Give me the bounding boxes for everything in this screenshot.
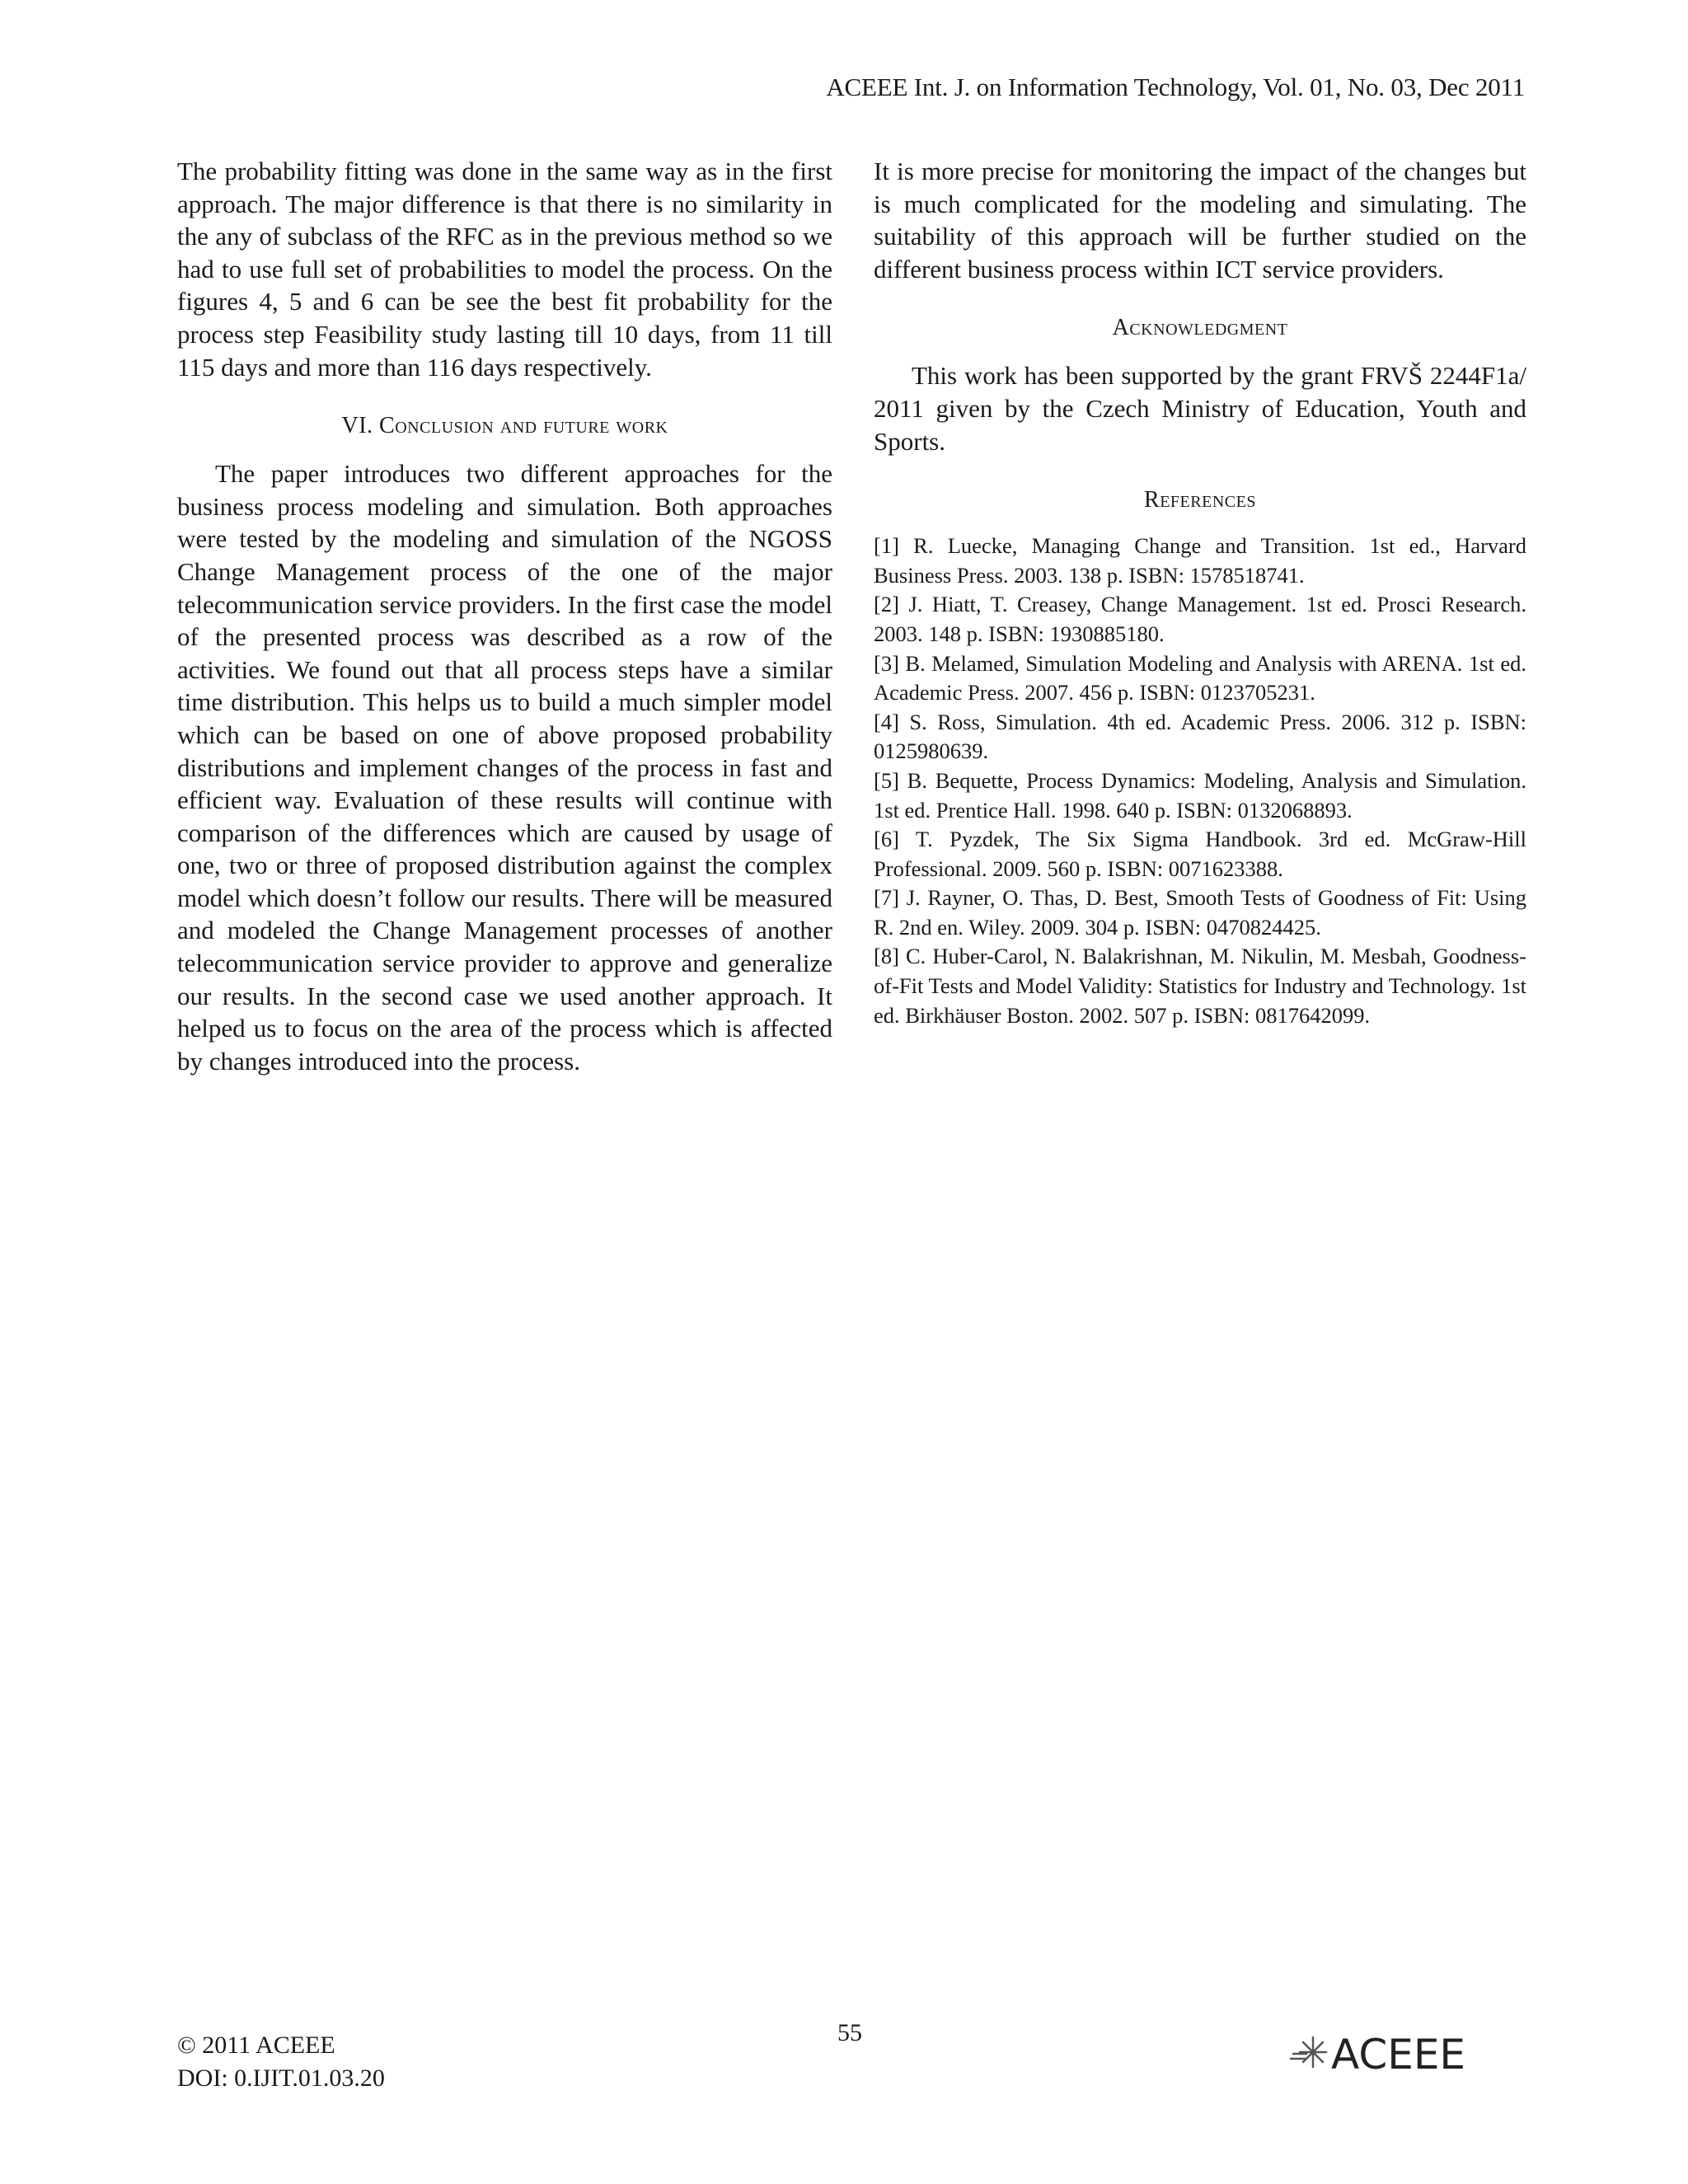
right-column xyxy=(874,155,1526,1030)
reference-item: [5] B. Bequette, Process Dynamics: Modeling, Analysis and Simulation. 1st ed. Prentice Hall. 1998. 640 p. ISBN: 0132068893. xyxy=(874,767,1526,823)
reference-item: [6] T. Pyzdek, The Six Sigma Handbook. 3rd ed. McGraw-Hill Professional. 2009. 560 p. ISBN: 0071623388. xyxy=(874,827,1526,881)
running-header: ACEEE Int. J. on Information Technology, Vol. 01, No. 03, Dec 2011 xyxy=(826,73,1525,101)
references-heading: References xyxy=(1144,487,1256,513)
conclusion-paragraph: The paper introduces two different approaches for the business process modeling and simulation. Both approaches were tested by the modeling and simulation of the NGOSS Change Management process of the one of the major telecommunication service providers. In the first case the model of the presented process was described as a row of the activities. We found out that all process steps have a similar time distribution. This helps us to build a much simpler model which can be based on one of above proposed probability distributions and implement changes of the process in fast and efficient way. Evaluation of these results will continue with comparison of the differences which are caused by usage of one, two or three of proposed distribution against the complex model which doesn’t follow our results. There will be measured and modeled the Change Management processes of another telecommunication service provider to approve and generalize our results. In the second case we used another approach. It helped us to focus on the area of the process which is affected by changes introduced into the process. xyxy=(177,459,832,1076)
doi-label: DOI: 0.IJIT.01.03.20 xyxy=(177,2064,385,2092)
page-number: 55 xyxy=(837,2019,862,2046)
logo-wordmark: ACEEE xyxy=(1331,2031,1466,2075)
acknowledgment-paragraph: This work has been supported by the grant FRVŠ 2244F1a/ 2011 given by the Czech Ministry of Education, Youth and Sports. xyxy=(874,361,1526,456)
acknowledgment-heading: Acknowledgment xyxy=(1112,315,1288,341)
reference-item: [2] J. Hiatt, T. Creasey, Change Management. 1st ed. Prosci Research. 2003. 148 p. ISBN: 1930885180. xyxy=(874,592,1526,646)
reference-item: [3] B. Melamed, Simulation Modeling and Analysis with ARENA. 1st ed. Academic Press. 2007. 456 p. ISBN: 0123705231. xyxy=(874,650,1526,705)
section-heading-conclusion: VI. Conclusion and future work xyxy=(341,413,668,439)
aceee-logo xyxy=(1290,2029,1529,2075)
footer-info xyxy=(177,2029,385,2095)
reference-item: [4] S. Ross, Simulation. 4th ed. Academic Press. 2006. 312 p. ISBN: 0125980639. xyxy=(874,709,1526,764)
references-list xyxy=(874,532,1526,1030)
reference-item: [7] J. Rayner, O. Thas, D. Best, Smooth Tests of Goodness of Fit: Using R. 2nd en. Wiley. 2009. 304 p. ISBN: 0470824425. xyxy=(874,885,1526,940)
continuation-paragraph: It is more precise for monitoring the impact of the changes but is much complicated for the modeling and simulating. The suitability of this approach will be further studied on the different business process within ICT service providers. xyxy=(874,157,1526,284)
intro-paragraph: The probability fitting was done in the same way as in the first approach. The major difference is that there is no similarity in the any of subclass of the RFC as in the previous method so we had to use full set of probabilities to model the process. On the figures 4, 5 and 6 can be see the best fit probability for the process step Feasibility study lasting till 10 days, from 11 till 115 days and more than 116 days respectively. xyxy=(177,157,832,382)
star-icon xyxy=(1290,2037,1326,2067)
reference-item: [8] C. Huber-Carol, N. Balakrishnan, M. Nikulin, M. Mesbah, Goodness-of-Fit Tests and Model Validity: Statistics for Industry and Technology. 1st ed. Birkhäuser Boston. 2002. 507 p. ISBN: 0817642099. xyxy=(874,944,1526,1028)
reference-item: [1] R. Luecke, Managing Change and Transition. 1st ed., Harvard Business Press. 2003. 138 p. ISBN: 1578518741. xyxy=(874,533,1526,588)
left-column xyxy=(177,155,832,1077)
copyright-notice: © 2011 ACEEE xyxy=(177,2032,335,2059)
